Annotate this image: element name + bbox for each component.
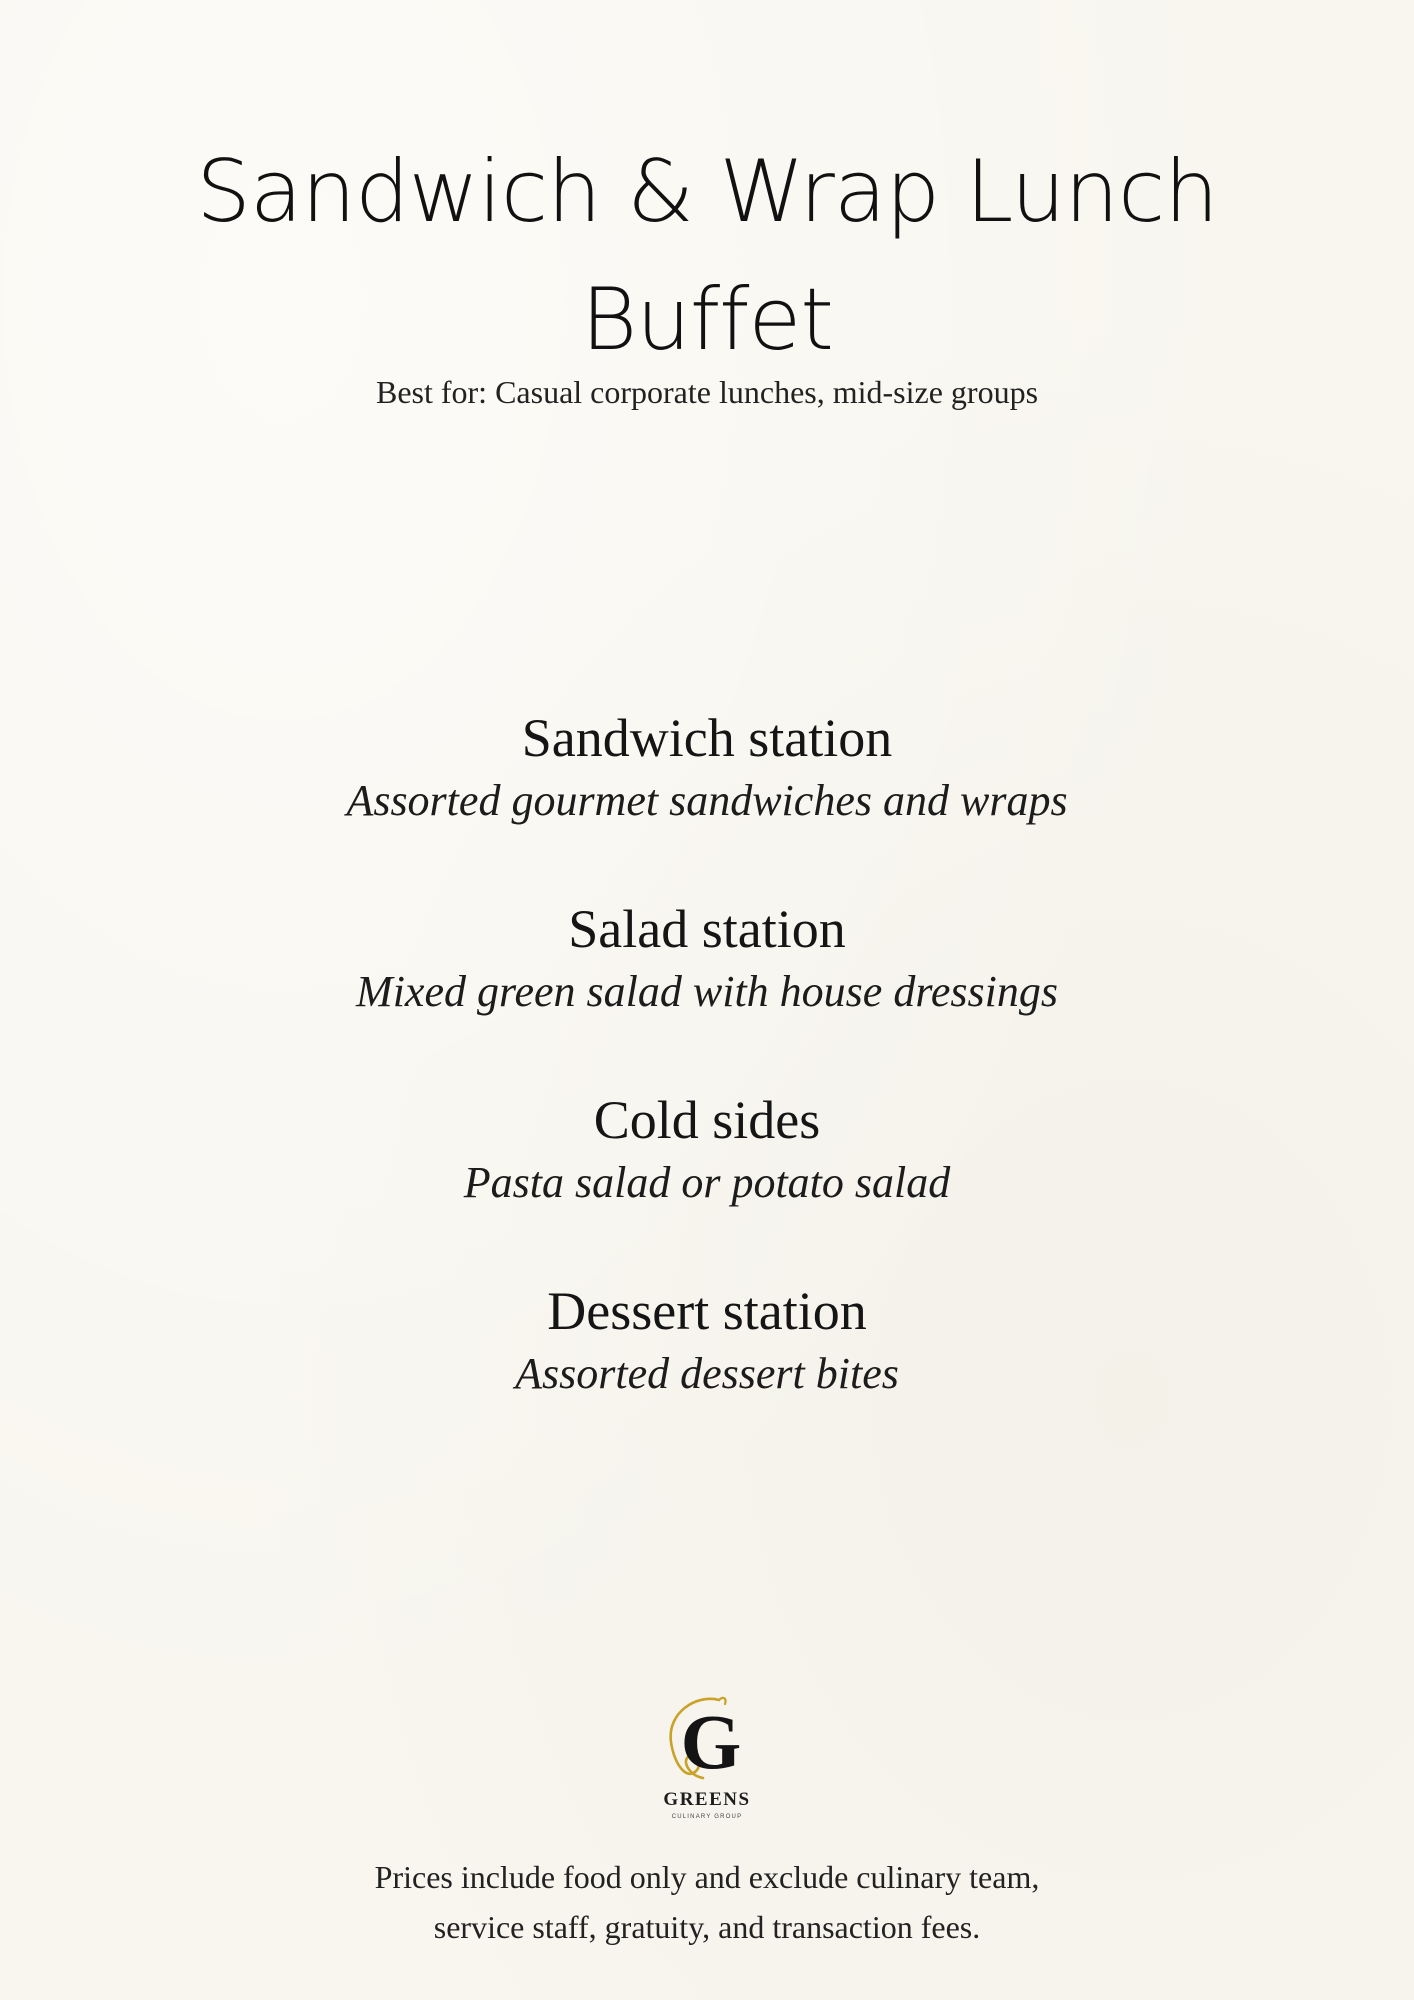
greens-monogram-icon <box>657 1690 757 1788</box>
pricing-note <box>0 1852 1414 1952</box>
title-line-1: Sandwich & Wrap Lunch <box>196 142 1218 242</box>
greens-logo <box>657 1690 757 1820</box>
station-description: Pasta salad or potato salad <box>463 1158 951 1207</box>
station-list <box>0 705 1414 1469</box>
station-name: Sandwich station <box>521 708 893 768</box>
station-description: Mixed green salad with house dressings <box>356 967 1058 1016</box>
station-name: Cold sides <box>593 1090 821 1150</box>
logo-tagline: CULINARY GROUP <box>671 1814 743 1820</box>
station-item <box>0 1087 1414 1213</box>
page-subtitle: Best for: Casual corporate lunches, mid-size groups <box>375 374 1039 410</box>
pricing-note-line-2: service staff, gratuity, and transaction fees. <box>433 1909 981 1945</box>
svg-text:G: G <box>680 1698 742 1785</box>
station-description: Assorted gourmet sandwiches and wraps <box>346 776 1068 825</box>
station-item <box>0 1278 1414 1404</box>
logo-wordmark: GREENS <box>663 1789 751 1810</box>
station-name: Dessert station <box>547 1281 867 1341</box>
station-description: Assorted dessert bites <box>515 1349 899 1398</box>
station-item <box>0 705 1414 831</box>
page-title <box>0 128 1414 384</box>
station-item <box>0 896 1414 1022</box>
station-name: Salad station <box>568 899 846 959</box>
pricing-note-line-1: Prices include food only and exclude culinary team, <box>374 1859 1040 1895</box>
title-line-2: Buffet <box>581 270 833 370</box>
